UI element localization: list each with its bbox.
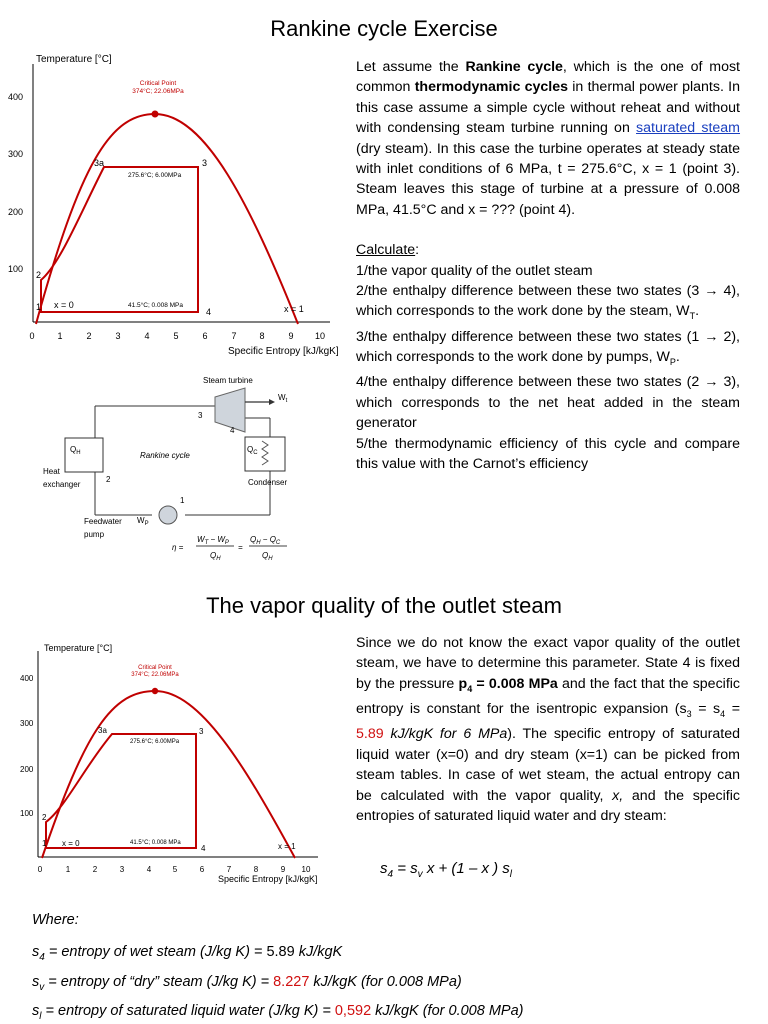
xtick-8: 8 bbox=[259, 331, 265, 341]
critical-point-marker-2 bbox=[152, 688, 158, 694]
xtick-3: 3 bbox=[115, 331, 121, 341]
ytick-400: 400 bbox=[8, 92, 24, 102]
ytick2-100: 100 bbox=[20, 809, 34, 818]
xtick-7: 7 bbox=[231, 331, 237, 341]
center-label: Rankine cycle bbox=[140, 451, 190, 460]
calc-item-3: 3/the enthalpy difference between these two states (1 → 2), which corresponds to the work done by pumps, $W_P$. bbox=[356, 328, 740, 367]
saturated-steam-link[interactable]: saturated steam bbox=[636, 120, 741, 137]
page-title: Rankine cycle Exercise bbox=[270, 16, 498, 41]
calculate-heading: Calculate bbox=[356, 242, 416, 259]
xtick-6: 6 bbox=[202, 331, 208, 341]
saturation-dome-2 bbox=[42, 691, 295, 858]
xtick2-0: 0 bbox=[37, 865, 43, 874]
svg-text:η =: η = bbox=[172, 543, 184, 552]
label2-3a: 3a bbox=[98, 726, 107, 735]
xtick-9: 9 bbox=[288, 331, 294, 341]
upper-isobar-label: 275.6°C; 6.00MPa bbox=[128, 172, 182, 179]
where-sl: $s_l$ = entropy of saturated liquid water (J/kg K) = 0,592 kJ/kgK (for 0.008 MPa) bbox=[32, 1003, 524, 1022]
pump-label-2: pump bbox=[84, 530, 105, 539]
xtick-0: 0 bbox=[29, 331, 35, 341]
xtick2-3: 3 bbox=[119, 865, 125, 874]
ytick-300: 300 bbox=[8, 149, 24, 159]
label2-x0: x = 0 bbox=[62, 839, 80, 848]
hx-label-2: exchanger bbox=[43, 480, 81, 489]
rankine-schematic bbox=[40, 370, 340, 570]
critical-point-label: Critical Point bbox=[139, 80, 177, 87]
xtick2-2: 2 bbox=[92, 865, 98, 874]
label2-2: 2 bbox=[42, 813, 47, 822]
node-2: 2 bbox=[106, 475, 111, 484]
ts-axes bbox=[33, 64, 330, 322]
x-axis-label: Specific Entropy [kJ/kgK] bbox=[228, 346, 339, 357]
label-3: 3 bbox=[202, 158, 208, 168]
where-s4: $s_4$ = entropy of wet steam (J/kg K) = 5.89 kJ/kgK bbox=[32, 944, 343, 963]
rankine-cycle-path-2 bbox=[46, 734, 196, 848]
rankine-cycle-path bbox=[41, 167, 198, 312]
label2-1: 1 bbox=[42, 839, 47, 848]
label2-x1: x = 1 bbox=[278, 842, 296, 851]
critical-values-2: 374°C; 22.06MPa bbox=[131, 672, 179, 678]
ytick-200: 200 bbox=[8, 207, 24, 217]
ytick2-200: 200 bbox=[20, 765, 34, 774]
xtick-4: 4 bbox=[144, 331, 150, 341]
ytick2-300: 300 bbox=[20, 719, 34, 728]
section-title: The vapor quality of the outlet steam bbox=[206, 593, 562, 618]
label2-4: 4 bbox=[201, 844, 206, 853]
svg-text:WT − WP: $W_T - W_P$ bbox=[197, 535, 229, 546]
ts-diagram-bottom bbox=[0, 636, 340, 886]
x-ticks-2 bbox=[38, 865, 311, 874]
turbine-label: Steam turbine bbox=[203, 376, 253, 385]
calc-item-5: 5/the thermodynamic efficiency of this cycle and compare this value with the Carnot’s efficiency bbox=[356, 435, 740, 472]
svg-text:QH − QC: $Q_H - Q_C$ bbox=[250, 535, 281, 546]
pump-shape bbox=[159, 506, 177, 524]
where-heading: Where: bbox=[32, 912, 79, 928]
label-x0: x = 0 bbox=[54, 300, 74, 310]
wp-label: $W_P$ bbox=[137, 516, 149, 527]
ytick-100: 100 bbox=[8, 264, 24, 274]
ytick2-400: 400 bbox=[20, 674, 34, 683]
heat-exchanger-box bbox=[65, 438, 103, 472]
condenser-label: Condenser bbox=[248, 478, 288, 487]
svg-text:QH: $Q_H$ bbox=[210, 551, 221, 562]
xtick-5: 5 bbox=[173, 331, 179, 341]
x-tick-labels bbox=[29, 331, 325, 341]
calc-item-2: 2/the enthalpy difference between these two states (3 → 4), which corresponds to the work done by the steam, $W_T$. bbox=[356, 283, 740, 322]
ts-diagram-top bbox=[0, 44, 360, 364]
hx-label-1: Heat bbox=[43, 467, 60, 476]
label-2: 2 bbox=[36, 270, 42, 280]
node-1: 1 bbox=[180, 496, 185, 505]
node-4: 4 bbox=[230, 426, 235, 435]
xtick2-1: 1 bbox=[65, 865, 71, 874]
efficiency-formula bbox=[172, 535, 287, 562]
y-tick-labels bbox=[8, 92, 23, 274]
upper-isobar-label-2: 275.6°C; 6.00MPa bbox=[130, 739, 180, 745]
where-sv: $s_v$ = entropy of “dry” steam (J/kg K) = 8.227 kJ/kgK (for 0.008 MPa) bbox=[32, 974, 462, 993]
critical-point-values: 374°C; 22.06MPa bbox=[132, 88, 184, 95]
svg-text:=: = bbox=[238, 543, 243, 552]
xtick2-10: 10 bbox=[301, 865, 311, 874]
condenser-box bbox=[245, 437, 285, 471]
section2-paragraph: Since we do not know the exact vapor quality of the outlet steam, we have to determine this parameter. State 4 is fixed by the pressure $p_4 = 0.008$ MPa and the fact that the specific entropy is constant for the isentropic expansion ($s_3 = s_4 = 5.89$ kJ/kgK for 6 MPa). The specific entropy of saturated liquid water (x=0) and dry steam (x=1) can be picked from steam tables. In case of wet steam, the actual entropy can be calculated with the vapor quality, x, and the specific entropies of saturated liquid water and dry steam: bbox=[356, 635, 741, 824]
critical-label-2: Critical Point bbox=[138, 665, 172, 671]
x-axis-label-2: Specific Entropy [kJ/kgK] bbox=[218, 874, 318, 884]
xtick-10: 10 bbox=[314, 331, 326, 341]
label-4: 4 bbox=[206, 307, 212, 317]
label2-3: 3 bbox=[199, 727, 204, 736]
lower-isobar-label: 41.5°C; 0.008 MPa bbox=[128, 302, 183, 309]
xtick2-8: 8 bbox=[253, 865, 259, 874]
saturation-dome bbox=[36, 114, 298, 324]
xtick2-7: 7 bbox=[226, 865, 232, 874]
xtick2-5: 5 bbox=[172, 865, 178, 874]
qh-label: $Q_H$ bbox=[70, 445, 81, 456]
y-axis-label: Temperature [°C] bbox=[36, 54, 112, 65]
xtick-1: 1 bbox=[57, 331, 63, 341]
xtick2-9: 9 bbox=[280, 865, 286, 874]
calc-item-4: 4/the enthalpy difference between these two states (2 → 3), which corresponds to the net heat added in the steam generator bbox=[356, 374, 740, 432]
xtick2-4: 4 bbox=[146, 865, 152, 874]
label-3a: 3a bbox=[94, 158, 105, 168]
pump-label-1: Feedwater bbox=[84, 517, 122, 526]
lower-isobar-label-2: 41.5°C; 0.008 MPa bbox=[130, 840, 181, 846]
entropy-formula: $s_4 = s_v$ x + (1 – x ) $s_l$ bbox=[380, 860, 513, 880]
xtick-2: 2 bbox=[86, 331, 92, 341]
xtick2-6: 6 bbox=[199, 865, 205, 874]
node-3: 3 bbox=[198, 411, 203, 420]
label-1: 1 bbox=[36, 302, 42, 312]
calc-item-1: 1/the vapor quality of the outlet steam bbox=[356, 262, 593, 279]
intro-paragraph: Let assume the Rankine cycle, which is the one of most common thermodynamic cycles in thermal power plants. In this case assume a simple cycle without reheat and without with condensing steam turbine running on saturated steam (dry steam). In this case the turbine operates at steady state with inlet conditions of 6 MPa, t = 275.6°C, x = 1 (point 3). Steam leaves this stage of turbine at a pressure of 0.008 MPa, 41.5°C and x = ??? (point 4). Calculate: 1/the vapor quality of the outlet steam 2/the enthalpy difference between these two states (3 → 4), which corresponds to the work done by the steam, $W_T$. 3/the enthalpy difference between these two states (1 → 2), which corresponds to the work done by pumps, $W_P$. 4/the enthalpy difference between these two states (2 → 3), which corresponds to the net heat added in the steam generator 5/the thermodynamic efficiency of this cycle and compare this value with the Carnot’s efficiency bbox=[356, 57, 740, 474]
label-x1: x = 1 bbox=[284, 304, 304, 314]
critical-point-marker bbox=[152, 111, 159, 118]
y-axis-label-2: Temperature [°C] bbox=[44, 643, 113, 653]
wt-label: $W_t$ bbox=[278, 393, 288, 404]
qc-label: $Q_C$ bbox=[247, 445, 258, 456]
svg-text:QH: $Q_H$ bbox=[262, 551, 273, 562]
y-ticks-2 bbox=[20, 674, 34, 818]
